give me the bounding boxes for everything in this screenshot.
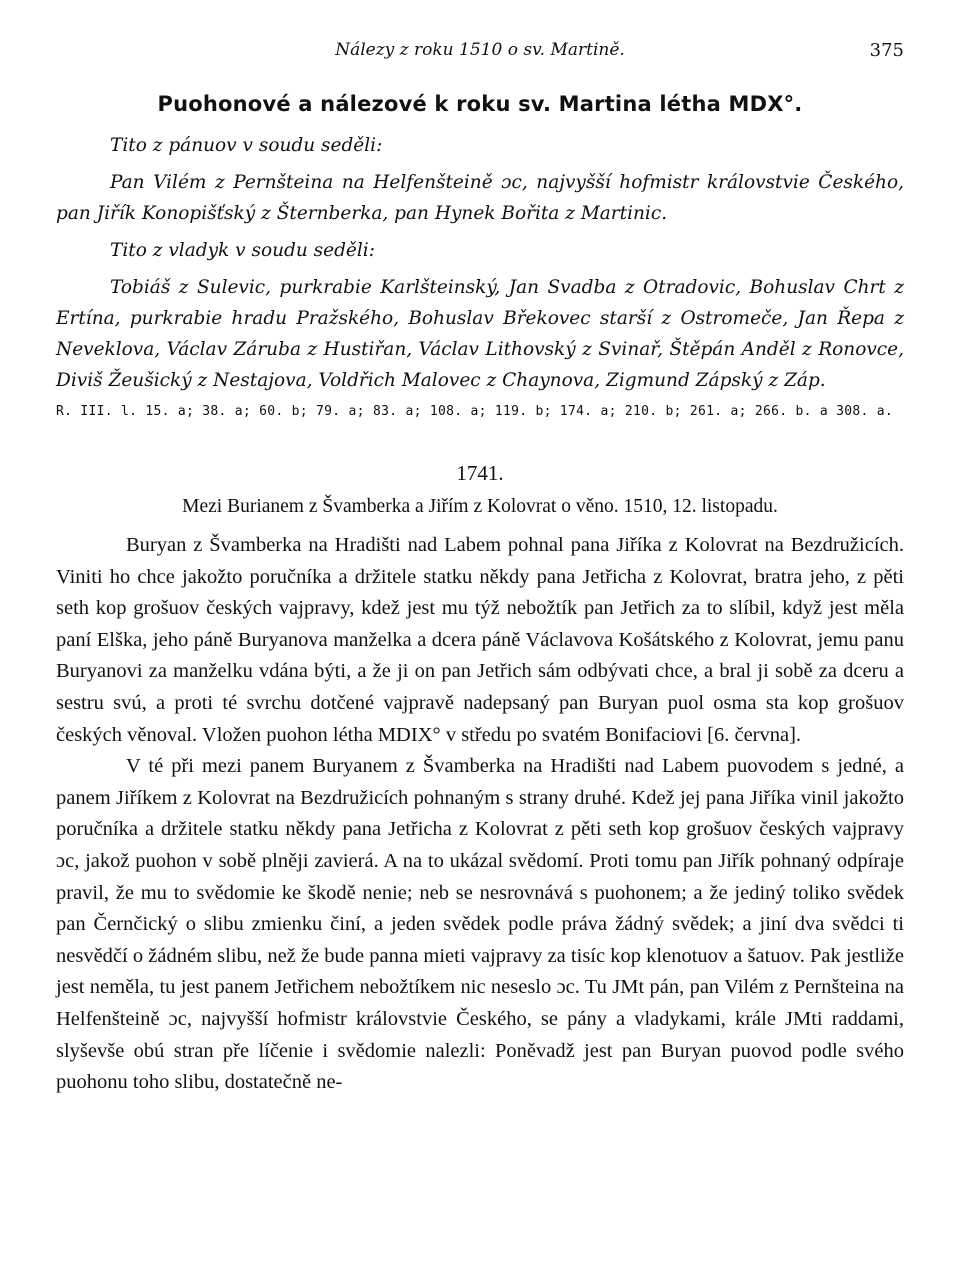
page — [56, 36, 904, 1099]
body-paragraph-1: Buryan z Švamberka na Hradišti nad Labem pohnal pana Jiříka z Kolovrat na Bezdružicích. Viniti ho chce jakožto poručníka a držitele statku někdy pana Jetřicha z Kolovrat, bratra jeho, z pěti seth kop grošuov českých vajpravy, kdež jest mu týž nebožtík pan Jetřich za to slíbil, když jest měla paní Elška, jeho páně Buryanova manželka a dcera páně Václavova Košátského z Kolovrat, jemu panu Buryanovi za manželku vdána býti, a že ji on pan Jetřich sám odbývati chce, a bral ji sobě za dceru a sestru svú, a proti té svrchu dotčené vajpravě nadepsaný pan Buryan puol osma sta kop grošuov českých věnoval. Vložen puohon létha MDIX° v středu po svatém Bonifaciovi [6. června]. — [56, 534, 904, 746]
knights-list: Tobiáš z Sulevic, purkrabie Karlšteinský, Jan Svadba z Otradovic, Bohuslav Chrt z Ertína, purkrabie hradu Pražského, Bohuslav Břekovec starší z Ostromeče, Jan Řepa z Neveklova, Václav Záruba z Hustiřan, Václav Lithovský z Svinař, Štěpán Anděl z Ronovce, Diviš Žeušický z Nestajova, Voldřich Malovec z Chaynova, Zigmund Zápský z Záp. — [56, 277, 904, 391]
body-paragraph-2: V té při mezi panem Buryanem z Švamberka na Hradišti nad Labem puovodem s jedné, a panem Jiříkem z Kolovrat na Bezdružicích pohnaným s strany druhé. Kdež jej pana Jiříka vinil jakožto poručníka a držitele statku někdy pana Jetřicha z Kolovrat z pěti seth kop grošuov českých vajpravy ɔc, jakož puohon v sobě plněji zavierá. A na to ukázal svědomí. Proti tomu pan Jiřík pohnaný odpíraje pravil, že mu to svědomie ke škodě nenie; neb se nesrovnává s puohonem; a že jediný toliko svědek pan Černčický o slibu zmienku činí, a jeden svědek podle práva žádný svědek; a jiní dva svědci ti nesvědčí o žádném slibu, než že bude panna mieti vajpravy za tisíc kop klenotuov a šatuov. Pak jestliže jest neměla, tu jest panem Jetřichem nebožtíkem nic neseslo ɔc. Tu JMt pán, pan Vilém z Pernšteina na Helfenšteině ɔc, najvyšší hofmistr královstvie Českého, se pány a vladykami, krále JMti raddami, slyševše obú stran pře líčenie i svědomie nalezli: Poněvadž jest pan Buryan puovod podle svého puohonu toho slibu, dostatečně ne- — [56, 755, 904, 1094]
running-head — [56, 36, 904, 70]
running-title: Nálezy z roku 1510 o sv. Martině. — [335, 40, 625, 60]
archive-reference: R. III. l. 15. a; 38. a; 60. b; 79. a; 83. a; 108. a; 119. b; 174. a; 210. b; 261. a; 266. b. a 308. a. — [56, 404, 894, 419]
page-number: 375 — [869, 40, 904, 61]
lords-label: Tito z pánuov v soudu seděli: — [110, 135, 383, 156]
lords-list: Pan Vilém z Pernšteina na Helfenšteině ɔc, najvyšší hofmistr královstvie Českého, pan Jiřík Konopišťský z Šternberka, pan Hynek Bořita z Martinic. — [56, 172, 904, 224]
document-number: 1741. — [456, 461, 504, 485]
section-title: Puohonové a nálezové k roku sv. Martina létha MDX°. — [157, 92, 803, 116]
knights-label: Tito z vladyk v soudu seděli: — [110, 240, 375, 261]
document-regest: Mezi Burianem z Švamberka a Jiřím z Kolovrat o věno. 1510, 12. listopadu. — [182, 496, 778, 517]
